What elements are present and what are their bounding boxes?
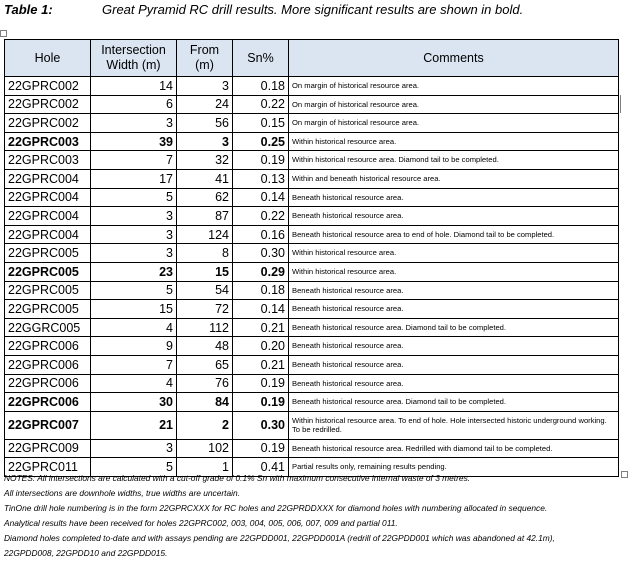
table-row	[5, 374, 619, 393]
table-row	[5, 262, 619, 281]
hole-cell: 22GPRC004	[5, 225, 91, 244]
comment-cell: Beneath historical resource area. Diamond tail to be completed.	[289, 393, 619, 412]
table-notes	[4, 471, 630, 561]
caption-label: Table 1:	[4, 2, 53, 17]
sn-percent-cell: 0.22	[233, 207, 289, 226]
intersection-width-cell: 30	[91, 393, 177, 412]
intersection-width-cell: 5	[91, 458, 177, 477]
comment-cell: Within and beneath historical resource area.	[289, 169, 619, 188]
hole-cell: 22GPRC002	[5, 95, 91, 114]
hole-cell: 22GGRC005	[5, 318, 91, 337]
from-cell: 24	[177, 95, 233, 114]
from-cell: 41	[177, 169, 233, 188]
hole-cell: 22GPRC006	[5, 393, 91, 412]
comment-cell: Beneath historical resource area to end of hole. Diamond tail to be completed.	[289, 225, 619, 244]
hole-cell: 22GPRC005	[5, 262, 91, 281]
caption-text: Great Pyramid RC drill results. More significant results are shown in bold.	[102, 2, 524, 17]
intersection-width-cell: 17	[91, 169, 177, 188]
hole-cell: 22GPRC002	[5, 114, 91, 133]
header-comments: Comments	[289, 40, 619, 77]
table-row	[5, 225, 619, 244]
sn-percent-cell: 0.15	[233, 114, 289, 133]
hole-cell: 22GPRC006	[5, 337, 91, 356]
text-cursor-mark	[620, 95, 621, 113]
sn-percent-cell: 0.30	[233, 244, 289, 263]
intersection-width-cell: 4	[91, 318, 177, 337]
table-header-row	[5, 40, 619, 77]
from-cell: 62	[177, 188, 233, 207]
table-caption	[4, 2, 630, 22]
from-cell: 65	[177, 355, 233, 374]
comment-cell: Beneath historical resource area.	[289, 355, 619, 374]
intersection-width-cell: 9	[91, 337, 177, 356]
sn-percent-cell: 0.14	[233, 300, 289, 319]
from-cell: 1	[177, 458, 233, 477]
table-row	[5, 207, 619, 226]
table-row	[5, 393, 619, 412]
intersection-width-cell: 5	[91, 188, 177, 207]
note-line: All intersections are downhole widths, true widths are uncertain.	[4, 488, 241, 498]
header-intersection-width: Intersection Width (m)	[91, 40, 177, 77]
header-hole: Hole	[5, 40, 91, 77]
from-cell: 8	[177, 244, 233, 263]
table-row	[5, 77, 619, 96]
sn-percent-cell: 0.18	[233, 77, 289, 96]
from-cell: 87	[177, 207, 233, 226]
sn-percent-cell: 0.14	[233, 188, 289, 207]
table-row	[5, 132, 619, 151]
note-line: NOTES: All intersections are calculated with a cut-off grade of 0.1% Sn with maximum consecutive internal waste of 3 metres.	[4, 473, 471, 483]
from-cell: 48	[177, 337, 233, 356]
comment-cell: Beneath historical resource area. Redrilled with diamond tail to be completed.	[289, 439, 619, 458]
from-cell: 72	[177, 300, 233, 319]
table-row	[5, 95, 619, 114]
sn-percent-cell: 0.16	[233, 225, 289, 244]
hole-cell: 22GPRC006	[5, 355, 91, 374]
from-cell: 84	[177, 393, 233, 412]
comment-cell: Beneath historical resource area. Diamond tail to be completed.	[289, 318, 619, 337]
note-line: Diamond holes completed to-date and with assays pending are 22GPDD001, 22GPDD001A (redrill of 22GPDD001 which was abandoned at 42.1m),	[4, 533, 555, 543]
hole-cell: 22GPRC007	[5, 411, 91, 439]
sn-percent-cell: 0.19	[233, 439, 289, 458]
sn-percent-cell: 0.19	[233, 374, 289, 393]
table-move-handle[interactable]	[0, 30, 7, 37]
from-cell: 32	[177, 151, 233, 170]
hole-cell: 22GPRC004	[5, 169, 91, 188]
hole-cell: 22GPRC011	[5, 458, 91, 477]
from-cell: 102	[177, 439, 233, 458]
from-cell: 3	[177, 132, 233, 151]
sn-percent-cell: 0.41	[233, 458, 289, 477]
intersection-width-cell: 3	[91, 439, 177, 458]
sn-percent-cell: 0.21	[233, 355, 289, 374]
hole-cell: 22GPRC002	[5, 77, 91, 96]
table-row	[5, 318, 619, 337]
hole-cell: 22GPRC003	[5, 151, 91, 170]
comment-cell: Beneath historical resource area.	[289, 300, 619, 319]
intersection-width-cell: 5	[91, 281, 177, 300]
hole-cell: 22GPRC006	[5, 374, 91, 393]
table-row	[5, 411, 619, 439]
table-row	[5, 151, 619, 170]
from-cell: 124	[177, 225, 233, 244]
comment-cell: Beneath historical resource area.	[289, 337, 619, 356]
from-cell: 2	[177, 411, 233, 439]
intersection-width-cell: 39	[91, 132, 177, 151]
intersection-width-cell: 21	[91, 411, 177, 439]
comment-cell: Beneath historical resource area.	[289, 374, 619, 393]
from-cell: 56	[177, 114, 233, 133]
comment-cell: Beneath historical resource area.	[289, 281, 619, 300]
intersection-width-cell: 7	[91, 355, 177, 374]
sn-percent-cell: 0.19	[233, 393, 289, 412]
table-row	[5, 439, 619, 458]
intersection-width-cell: 23	[91, 262, 177, 281]
intersection-width-cell: 6	[91, 95, 177, 114]
sn-percent-cell: 0.20	[233, 337, 289, 356]
hole-cell: 22GPRC005	[5, 300, 91, 319]
hole-cell: 22GPRC005	[5, 244, 91, 263]
table-row	[5, 300, 619, 319]
hole-cell: 22GPRC005	[5, 281, 91, 300]
intersection-width-cell: 3	[91, 114, 177, 133]
table-row	[5, 114, 619, 133]
table-row	[5, 355, 619, 374]
comment-cell: Within historical resource area. To end of hole. Hole intersected historic underground working. To be redrilled.	[289, 411, 619, 439]
comment-cell: Beneath historical resource area.	[289, 207, 619, 226]
table-row	[5, 244, 619, 263]
table-row	[5, 169, 619, 188]
intersection-width-cell: 14	[91, 77, 177, 96]
comment-cell: Within historical resource area.	[289, 132, 619, 151]
comment-cell: Within historical resource area. Diamond tail to be completed.	[289, 151, 619, 170]
from-cell: 15	[177, 262, 233, 281]
sn-percent-cell: 0.19	[233, 151, 289, 170]
intersection-width-cell: 3	[91, 225, 177, 244]
hole-cell: 22GPRC004	[5, 207, 91, 226]
note-line: 22GPDD008, 22GPDD10 and 22GPDD015.	[4, 548, 168, 558]
note-line: Analytical results have been received for holes 22GPRC002, 003, 004, 005, 006, 007, 009 and partial 011.	[4, 518, 398, 528]
hole-cell: 22GPRC003	[5, 132, 91, 151]
intersection-width-cell: 7	[91, 151, 177, 170]
table-row	[5, 281, 619, 300]
sn-percent-cell: 0.25	[233, 132, 289, 151]
from-cell: 3	[177, 77, 233, 96]
hole-cell: 22GPRC004	[5, 188, 91, 207]
drill-results-table	[4, 39, 619, 477]
sn-percent-cell: 0.13	[233, 169, 289, 188]
table-row	[5, 188, 619, 207]
from-cell: 54	[177, 281, 233, 300]
comment-cell: On margin of historical resource area.	[289, 77, 619, 96]
comment-cell: On margin of historical resource area.	[289, 95, 619, 114]
sn-percent-cell: 0.30	[233, 411, 289, 439]
sn-percent-cell: 0.29	[233, 262, 289, 281]
intersection-width-cell: 15	[91, 300, 177, 319]
sn-percent-cell: 0.22	[233, 95, 289, 114]
sn-percent-cell: 0.18	[233, 281, 289, 300]
from-cell: 112	[177, 318, 233, 337]
comment-cell: Partial results only, remaining results pending.	[289, 458, 619, 477]
hole-cell: 22GPRC009	[5, 439, 91, 458]
note-line: TinOne drill hole numbering is in the form 22GPRCXXX for RC holes and 22GPRDDXXX for diamond holes with numbering allocated in sequence.	[4, 503, 548, 513]
table-row	[5, 337, 619, 356]
from-cell: 76	[177, 374, 233, 393]
comment-cell: Within historical resource area.	[289, 262, 619, 281]
intersection-width-cell: 3	[91, 207, 177, 226]
header-from: From (m)	[177, 40, 233, 77]
comment-cell: Within historical resource area.	[289, 244, 619, 263]
intersection-width-cell: 4	[91, 374, 177, 393]
sn-percent-cell: 0.21	[233, 318, 289, 337]
intersection-width-cell: 3	[91, 244, 177, 263]
comment-cell: On margin of historical resource area.	[289, 114, 619, 133]
comment-cell: Beneath historical resource area.	[289, 188, 619, 207]
header-sn-percent: Sn%	[233, 40, 289, 77]
